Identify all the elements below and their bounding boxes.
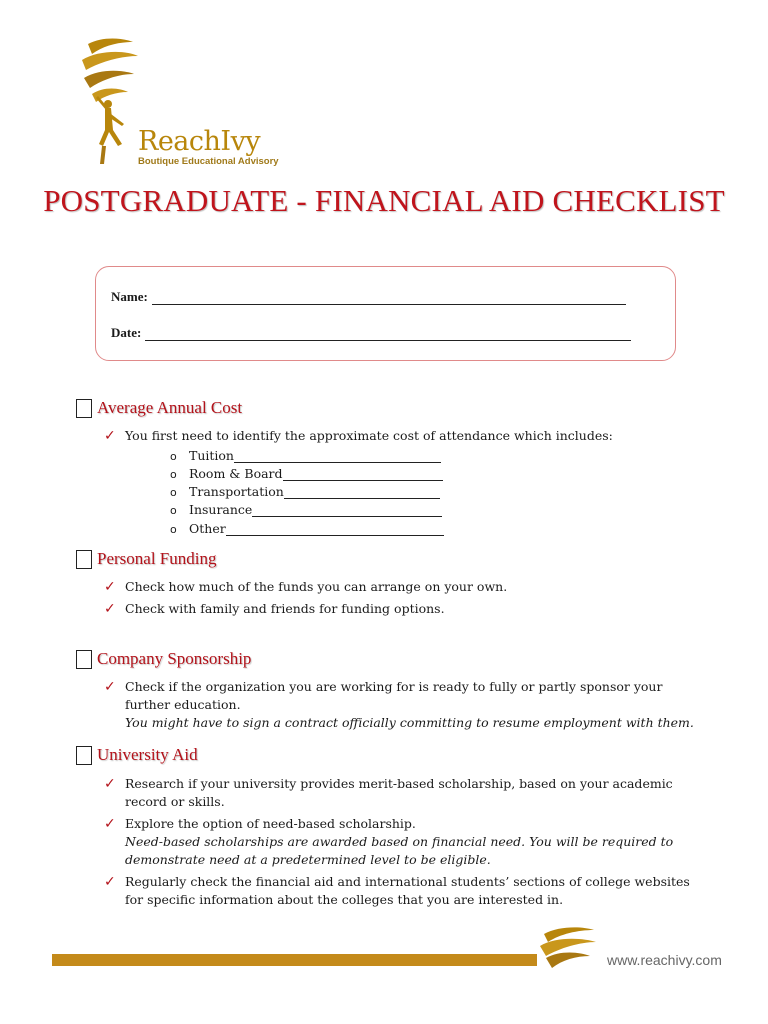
- sub-item-insurance: [170, 499, 442, 517]
- date-label: Date:: [111, 325, 142, 340]
- circle-bullet-icon: o: [170, 504, 177, 517]
- item-text: You first need to identify the approximate cost of attendance which includes:: [125, 428, 613, 443]
- sub-item-label: Room & Board: [189, 466, 283, 481]
- sub-item-tuition: [170, 445, 441, 463]
- item-note: Need-based scholarships are awarded based on financial need. You will be required to demonstrate need at a predetermined level to be eligible.: [125, 834, 674, 867]
- item-note: You might have to sign a contract officially committing to resume employment with them.: [125, 715, 694, 730]
- section-title: Company Sponsorship: [97, 649, 252, 668]
- date-field[interactable]: [145, 329, 631, 341]
- checkbox-icon[interactable]: [76, 650, 92, 669]
- section-personal-funding: [76, 549, 216, 569]
- brand-logo: [78, 34, 278, 174]
- name-field[interactable]: [152, 293, 626, 305]
- circle-bullet-icon: o: [170, 486, 177, 499]
- check-mark-icon: ✓: [104, 601, 116, 617]
- circle-bullet-icon: o: [170, 468, 177, 481]
- section-company-sponsorship: [76, 649, 251, 669]
- tuition-field[interactable]: [234, 451, 441, 463]
- section-average-annual-cost: [76, 398, 242, 418]
- section-title: Personal Funding: [97, 549, 217, 568]
- sub-item-label: Other: [189, 521, 226, 536]
- other-field[interactable]: [226, 524, 444, 536]
- check-mark-icon: ✓: [104, 776, 116, 792]
- page-title: POSTGRADUATE - FINANCIAL AID CHECKLIST: [43, 183, 725, 218]
- sub-item-other: [170, 518, 444, 536]
- circle-bullet-icon: o: [170, 450, 177, 463]
- footer-bar: [52, 954, 537, 966]
- check-mark-icon: ✓: [104, 679, 116, 695]
- brand-name: ReachIvy: [138, 126, 261, 157]
- sub-item-label: Tuition: [189, 448, 234, 463]
- item-text: Check with family and friends for funding options.: [125, 601, 445, 616]
- name-label: Name:: [111, 289, 148, 304]
- item-text: Regularly check the financial aid and international students’ sections of college websites for specific information about the colleges that you are interested in.: [125, 874, 690, 907]
- sub-item-label: Transportation: [189, 484, 284, 499]
- brand-tagline: Boutique Educational Advisory: [138, 156, 279, 167]
- transportation-field[interactable]: [284, 487, 440, 499]
- section-title: Average Annual Cost: [97, 398, 243, 417]
- check-mark-icon: ✓: [104, 428, 116, 444]
- sub-item-room-board: [170, 463, 443, 481]
- check-mark-icon: ✓: [104, 874, 116, 890]
- section-university-aid: [76, 745, 198, 765]
- sub-item-label: Insurance: [189, 502, 253, 517]
- section-title: University Aid: [97, 745, 198, 764]
- footer-url[interactable]: www.reachivy.com: [607, 952, 722, 968]
- check-mark-icon: ✓: [104, 816, 116, 832]
- name-row: [111, 289, 626, 305]
- item-text: Check how much of the funds you can arrange on your own.: [125, 579, 508, 594]
- insurance-field[interactable]: [252, 505, 442, 517]
- sub-item-transportation: [170, 481, 440, 499]
- name-date-form: [95, 266, 676, 361]
- checkbox-icon[interactable]: [76, 746, 92, 765]
- room-board-field[interactable]: [283, 469, 443, 481]
- checkbox-icon[interactable]: [76, 550, 92, 569]
- item-text: Check if the organization you are working for is ready to fully or partly sponsor your further education.: [125, 679, 663, 712]
- flame-swirl-icon: [536, 924, 602, 974]
- item-text: Research if your university provides merit-based scholarship, based on your academic record or skills.: [125, 776, 673, 809]
- date-row: [111, 325, 631, 341]
- check-mark-icon: ✓: [104, 579, 116, 595]
- circle-bullet-icon: o: [170, 523, 177, 536]
- item-text: Explore the option of need-based scholarship.: [125, 816, 416, 831]
- checkbox-icon[interactable]: [76, 399, 92, 418]
